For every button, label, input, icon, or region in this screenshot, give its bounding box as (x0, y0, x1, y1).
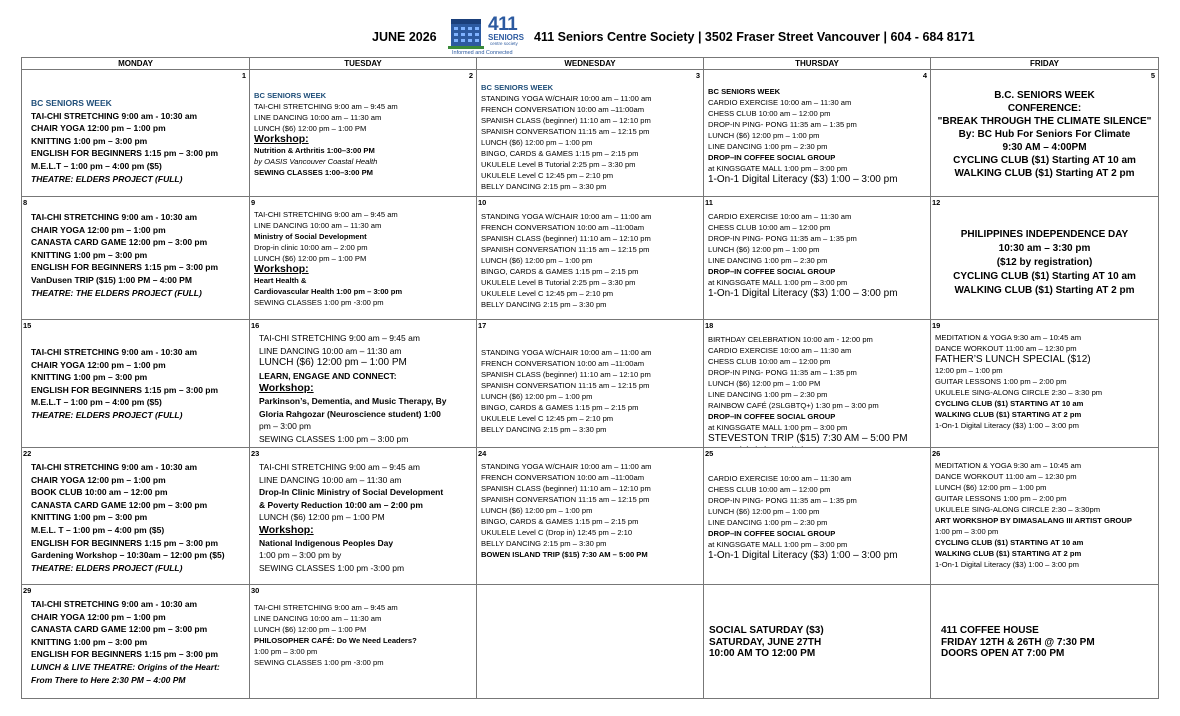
event-line: FRENCH CONVERSATION 10:00 am –11:00am (481, 223, 645, 232)
event-line: Ministry of Social Development (254, 232, 367, 241)
event-line: LUNCH ($6) 12:00 pm – 1:00 PM (708, 379, 821, 388)
event-line: CYCLING CLUB ($1) Starting AT 10 am (953, 155, 1136, 166)
day-number: 24 (478, 449, 487, 458)
event-line: FRENCH CONVERSATION 10:00 am –11:00am (481, 359, 645, 368)
event-line: pm – 3:00 pm (259, 421, 311, 432)
week-row (22, 70, 1159, 197)
event-list (934, 228, 1155, 298)
event-line: LUNCH ($6) 12:00 pm – 1:00 PM (259, 357, 407, 369)
event-line: BINGO, CARDS & GAMES 1:15 pm – 2:15 pm (481, 517, 639, 526)
event-line: LUNCH ($6) 12:00 pm – 1:00 pm (481, 256, 593, 265)
day-number: 23 (251, 449, 260, 458)
event-line: SPANISH CLASS (beginner) 11:10 am – 12:10 pm (481, 234, 651, 243)
event-line: WALKING CLUB ($1) Starting AT 2 pm (954, 285, 1135, 296)
day-cell (22, 585, 250, 699)
day-cell (931, 585, 1159, 699)
event-line: By: BC Hub For Seniors For Climate (958, 129, 1131, 140)
event-line: LINE DANCING 10:00 am – 11:30 am (254, 113, 382, 122)
event-line: LINE DANCING 1:00 pm – 2:30 pm (708, 518, 828, 527)
logo-number: 411 (488, 14, 518, 35)
event-line: STANDING YOGA W/CHAIR 10:00 am – 11:00 am (481, 348, 652, 357)
event-line: 1-On-1 Digital Literacy ($3) 1:00 – 3:00 pm (935, 421, 1079, 430)
event-line: 1-On-1 Digital Literacy ($3) 1:00 – 3:00 pm (935, 560, 1079, 569)
event-line: Heart Health & (254, 276, 307, 285)
day-cell (704, 585, 931, 699)
event-line: FRENCH CONVERSATION 10:00 am –11:00am (481, 473, 645, 482)
day-number: 29 (23, 586, 32, 595)
event-line: CHAIR YOGA 12:00 pm – 1:00 pm (31, 474, 166, 485)
event-line: 1-On-1 Digital Literacy ($3) 1:00 – 3:00 pm (708, 550, 898, 561)
event-line: CYCLING CLUB ($1) Starting AT 10 am (953, 271, 1136, 282)
day-cell (250, 70, 477, 197)
day-number: 17 (478, 321, 487, 330)
event-line: LINE DANCING 10:00 am – 11:30 am (259, 345, 402, 356)
event-line: SPANISH CONVERSATION 11:15 am – 12:15 pm (481, 381, 650, 390)
event-line: UKULELE SING-ALONG CIRCLE 2:30 – 3:30 pm (935, 388, 1103, 397)
logo-sub: centre society (490, 41, 518, 46)
day-cell (477, 448, 704, 585)
event-line: DANCE WORKOUT 11:00 am – 12:30 pm (935, 472, 1077, 481)
day-number: 16 (251, 321, 260, 330)
event-line: CONFERENCE: (1007, 103, 1082, 114)
event-line: CYCLING CLUB ($1) STARTING AT 10 am (935, 538, 1084, 547)
event-line: at KINGSGATE MALL 1:00 pm – 3:00 pm (708, 164, 848, 173)
event-line: LINE DANCING 10:00 am – 11:30 am (254, 221, 382, 230)
event-line: SEWING CLASSES 1:00 pm – 3:00 pm (259, 433, 409, 444)
event-line: THEATRE: ELDERS PROJECT (FULL) (31, 562, 183, 573)
event-line: LUNCH ($6) 12:00 pm – 1:00 PM (259, 512, 385, 523)
event-line: THEATRE: ELDERS PROJECT (FULL) (31, 173, 183, 184)
day-cell (250, 448, 477, 585)
event-line: LEARN, ENGAGE AND CONNECT: (259, 370, 397, 381)
event-line: CARDIO EXERCISE 10:00 am – 11:30 am (708, 212, 852, 221)
event-line: LUNCH ($6) 12:00 pm – 1:00 PM (254, 124, 367, 133)
event-line: STANDING YOGA W/CHAIR 10:00 am – 11:00 am (481, 212, 652, 221)
event-list (254, 602, 473, 668)
event-line: SEWING CLASSES 1:00 pm -3:00 pm (254, 658, 384, 667)
day-number: 12 (932, 198, 941, 207)
org-logo (448, 16, 524, 58)
day-cell (931, 448, 1159, 585)
event-line: SPANISH CONVERSATION 11:15 am – 12:15 pm (481, 495, 650, 504)
day-number: 26 (932, 449, 941, 458)
day-number: 25 (705, 449, 714, 458)
event-line: ENGLISH FOR BEGINNERS 1:15 pm – 3:00 pm (31, 148, 219, 159)
calendar-header (0, 14, 1180, 58)
event-line: TAI-CHI STRETCHING 9:00 am - 10:30 am (31, 347, 198, 357)
event-list (481, 82, 700, 192)
day-number: 5 (1150, 71, 1155, 80)
day-cell (22, 70, 250, 197)
event-line: 1:00 pm – 3:00 pm by (259, 550, 342, 561)
event-line: 411 COFFEE HOUSE (941, 625, 1039, 636)
event-line: 1:00 pm – 3:00 pm (254, 647, 318, 656)
event-line: UKULELE Level B Tutorial 2:25 pm – 3:30 pm (481, 278, 636, 287)
event-line: BINGO, CARDS & GAMES 1:15 pm – 2:15 pm (481, 403, 639, 412)
event-list (708, 211, 927, 299)
event-line: CHAIR YOGA 12:00 pm – 1:00 pm (31, 611, 166, 622)
event-line: at KINGSGATE MALL 1:00 pm – 3:00 pm (708, 278, 848, 287)
event-list (31, 97, 246, 185)
week-row (22, 585, 1159, 699)
event-line: BOWEN ISLAND TRIP ($15) 7:30 AM – 5:00 PM (481, 550, 648, 559)
event-line: "BREAK THROUGH THE CLIMATE SILENCE" (937, 116, 1152, 127)
day-cell (931, 197, 1159, 320)
event-line: & Poverty Reduction 10:00 am – 2:00 pm (259, 499, 423, 510)
event-list (31, 461, 246, 574)
event-line: Workshop: (254, 133, 309, 145)
event-list (259, 332, 473, 445)
calendar-grid (21, 57, 1159, 699)
event-line: TAI-CHI STRETCHING 9:00 am – 9:45 am (254, 603, 398, 612)
event-line: LINE DANCING 1:00 pm – 2:30 pm (708, 142, 828, 151)
event-line: TAI-CHI STRETCHING 9:00 am - 10:30 am (31, 110, 198, 121)
event-line: 9:30 AM – 4:00PM (1002, 142, 1087, 153)
event-line: B.C. SENIORS WEEK (994, 90, 1095, 101)
event-line: 10:00 AM TO 12:00 PM (709, 648, 816, 659)
event-line: UKULELE SING-ALONG CIRCLE 2:30 – 3:30pm (935, 505, 1101, 514)
event-line: DOORS OPEN AT 7:00 PM (941, 648, 1065, 659)
event-line: Workshop: (259, 523, 314, 536)
event-list (31, 211, 246, 299)
event-line: WALKING CLUB ($1) Starting AT 2 pm (954, 168, 1135, 179)
event-line: GUITAR LESSONS 1:00 pm – 2:00 pm (935, 377, 1067, 386)
event-line: BC SENIORS WEEK (254, 91, 327, 100)
day-cell (704, 70, 931, 197)
day-cell (22, 320, 250, 448)
event-line: CARDIO EXERCISE 10:00 am – 11:30 am (708, 346, 852, 355)
event-line: DROP-IN PING- PONG 11:35 am – 1:35 pm (708, 120, 857, 129)
event-line: WALKING CLUB ($1) STARTING AT 2 pm (935, 549, 1082, 558)
event-line: WALKING CLUB ($1) STARTING AT 2 pm (935, 410, 1082, 419)
event-line: UKULELE Level C (Drop in) 12:45 pm – 2:10 (481, 528, 633, 537)
event-line: TAI-CHI STRETCHING 9:00 am - 10:30 am (31, 599, 198, 609)
event-list (934, 89, 1155, 180)
event-line: National Indigenous Peoples Day (259, 537, 394, 548)
building-icon (448, 16, 488, 50)
event-line: ENGLISH FOR BEGINNERS 1:15 pm – 3:00 pm (31, 262, 219, 273)
event-line: CHESS CLUB 10:00 am – 12:00 pm (708, 357, 831, 366)
event-line: Nutrition & Arthritis 1:00–3:00 PM (254, 146, 375, 155)
week-row (22, 448, 1159, 585)
day-number: 4 (922, 71, 927, 80)
event-line: BOOK CLUB 10:00 am – 12:00 pm (31, 487, 168, 498)
event-line: CHESS CLUB 10:00 am – 12:00 pm (708, 223, 831, 232)
day-cell (22, 448, 250, 585)
event-line: BELLY DANCING 2:15 pm – 3:30 pm (481, 300, 607, 309)
event-line: CHESS CLUB 10:00 am – 12:00 pm (708, 109, 831, 118)
event-list (708, 334, 927, 448)
event-line: Drop-In Clinic Ministry of Social Development (259, 487, 444, 498)
event-line: Drop-in clinic 10:00 am – 2:00 pm (254, 243, 368, 252)
event-line: CYCLING CLUB ($1) STARTING AT 10 am (935, 399, 1084, 408)
event-line: LINE DANCING 1:00 pm – 2:30 pm (708, 256, 828, 265)
event-line: SEWING CLASSES 1:00–3:00 PM (254, 168, 374, 177)
day-cell (477, 320, 704, 448)
event-line: KNITTING 1:00 pm – 3:00 pm (31, 372, 148, 383)
event-line: KNITTING 1:00 pm – 3:00 pm (31, 249, 148, 260)
event-list (31, 598, 246, 686)
event-line: BELLY DANCING 2:15 pm – 3:30 pm (481, 539, 607, 548)
event-line: TAI-CHI STRETCHING 9:00 am – 9:45 am (259, 333, 420, 343)
event-line: LINE DANCING 1:00 pm – 2:30 pm (708, 390, 828, 399)
event-line: 1-On-1 Digital Literacy ($3) 1:00 – 3:00 pm (708, 174, 898, 185)
event-line: DROP–IN COFFEE SOCIAL GROUP (708, 412, 836, 421)
day-number: 11 (705, 198, 713, 207)
event-line: FATHER’S LUNCH SPECIAL ($12) (935, 354, 1091, 365)
event-line: Workshop: (254, 263, 309, 275)
event-line: SOCIAL SATURDAY ($3) (709, 625, 824, 636)
event-line: STANDING YOGA W/CHAIR 10:00 am – 11:00 am (481, 462, 652, 471)
month-title: JUNE 2026 (372, 30, 437, 44)
event-line: TAI-CHI STRETCHING 9:00 am – 9:45 am (259, 462, 420, 472)
event-line: LUNCH ($6) 12:00 pm – 1:00 pm (708, 131, 820, 140)
event-line: STANDING YOGA W/CHAIR 10:00 am – 11:00 am (481, 94, 652, 103)
event-line: FRIDAY 12TH & 26TH @ 7:30 PM (941, 636, 1095, 648)
event-line: UKULELE Level C 12:45 pm – 2:10 pm (481, 289, 614, 298)
logo-tagline: Informed and Connected (452, 50, 513, 56)
event-line: BC SENIORS WEEK (481, 83, 554, 92)
day-number: 2 (468, 71, 473, 80)
event-line: DANCE WORKOUT 11:00 am – 12:30 pm (935, 344, 1077, 353)
event-list (709, 625, 927, 660)
event-list (935, 332, 1155, 431)
event-line: STEVESTON TRIP ($15) 7:30 AM – 5:00 PM (708, 433, 908, 444)
weekday-header-row (22, 58, 1159, 70)
event-line: DROP–IN COFFEE SOCIAL GROUP (708, 153, 836, 162)
event-line: by OASIS Vancouver Coastal Health (254, 157, 378, 166)
event-line: ART WORKSHOP BY DIMASALANG III ARTIST GROUP (935, 516, 1132, 525)
day-cell (931, 320, 1159, 448)
day-number: 15 (23, 321, 32, 330)
event-line: ($12 by registration) (996, 257, 1093, 268)
event-line: M.E.L. T – 1:00 pm – 4:00 pm ($5) (31, 524, 165, 535)
event-line: UKULELE Level C 12:45 pm – 2:10 pm (481, 171, 614, 180)
event-line: LUNCH ($6) 12:00 pm – 1:00 pm (481, 506, 593, 515)
event-line: LUNCH ($6) 12:00 pm – 1:00 pm (708, 507, 820, 516)
event-line: CANASTA CARD GAME 12:00 pm – 3:00 pm (31, 237, 208, 248)
event-line: DROP-IN PING- PONG 11:35 am – 1:35 pm (708, 234, 857, 243)
day-cell (477, 585, 704, 699)
weekday-header: FRIDAY (931, 58, 1159, 70)
event-line: BIRTHDAY CELEBRATION 10:00 am - 12:00 pm (708, 335, 873, 344)
event-list (481, 347, 700, 435)
event-line: SEWING CLASSES 1:00 pm -3:00 pm (259, 562, 405, 573)
event-line: KNITTING 1:00 pm – 3:00 pm (31, 135, 148, 146)
event-line: LUNCH ($6) 12:00 pm – 1:00 pm (935, 483, 1047, 492)
org-info: 411 Seniors Centre Society | 3502 Fraser Street Vancouver | 604 - 684 8171 (534, 30, 975, 44)
day-cell (704, 320, 931, 448)
event-list (481, 211, 700, 310)
event-line: DROP-IN PING- PONG 11:35 am – 1:35 pm (708, 368, 857, 377)
event-line: LUNCH ($6) 12:00 pm – 1:00 PM (254, 625, 367, 634)
day-cell (704, 448, 931, 585)
event-line: CHAIR YOGA 12:00 pm – 1:00 pm (31, 224, 166, 235)
event-line: DROP-IN PING- PONG 11:35 am – 1:35 pm (708, 496, 857, 505)
weekday-header: TUESDAY (250, 58, 477, 70)
event-line: Gloria Rahgozar (Neuroscience student) 1:00 (259, 408, 441, 419)
day-cell (250, 585, 477, 699)
event-list (941, 625, 1155, 660)
event-line: M.E.L.T – 1:00 pm – 4:00 pm ($5) (31, 397, 162, 408)
day-cell (250, 197, 477, 320)
event-line: KNITTING 1:00 pm – 3:00 pm (31, 512, 148, 523)
event-line: BINGO, CARDS & GAMES 1:15 pm – 2:15 pm (481, 267, 639, 276)
event-line: FRENCH CONVERSATION 10:00 am –11:00am (481, 105, 645, 114)
day-cell (931, 70, 1159, 197)
event-line: SPANISH CLASS (beginner) 11:10 am – 12:10 pm (481, 484, 651, 493)
event-line: VanDusen TRIP ($15) 1:00 PM – 4:00 PM (31, 274, 192, 285)
day-number: 9 (251, 198, 256, 207)
event-line: at KINGSGATE MALL 1:00 pm – 3:00 pm (708, 423, 848, 432)
event-line: GUITAR LESSONS 1:00 pm – 2:00 pm (935, 494, 1067, 503)
event-line: DROP–IN COFFEE SOCIAL GROUP (708, 529, 836, 538)
event-line: BC SENIORS WEEK (31, 98, 112, 108)
event-list (254, 90, 473, 178)
event-line: LINE DANCING 10:00 am – 11:30 am (254, 614, 382, 623)
event-line: CHAIR YOGA 12:00 pm – 1:00 pm (31, 123, 166, 134)
weekday-header: MONDAY (22, 58, 250, 70)
event-list (935, 460, 1155, 570)
event-line: CHAIR YOGA 12:00 pm – 1:00 pm (31, 359, 166, 370)
event-list (254, 209, 473, 308)
event-line: TAI-CHI STRETCHING 9:00 am – 9:45 am (254, 210, 398, 219)
day-cell (250, 320, 477, 448)
event-line: TAI-CHI STRETCHING 9:00 am – 9:45 am (254, 102, 398, 111)
event-line: TAI-CHI STRETCHING 9:00 am - 10:30 am (31, 212, 198, 222)
event-line: at KINGSGATE MALL 1:00 pm – 3:00 pm (708, 540, 848, 549)
event-list (481, 461, 700, 560)
event-line: THEATRE: THE ELDERS PROJECT (FULL) (31, 287, 202, 298)
event-line: LUNCH ($6) 12:00 pm – 1:00 pm (481, 392, 593, 401)
day-number: 1 (241, 71, 246, 80)
event-line: CARDIO EXERCISE 10:00 am – 11:30 am (708, 98, 852, 107)
event-line: BC SENIORS WEEK (708, 87, 781, 96)
event-line: Gardening Workshop – 10:30am – 12:00 pm ($5) (31, 550, 225, 561)
weekday-header: THURSDAY (704, 58, 931, 70)
event-line: MEDITATION & YOGA 9:30 am – 10:45 am (935, 461, 1082, 470)
event-line: M.E.L.T – 1:00 pm – 4:00 pm ($5) (31, 160, 162, 171)
event-line: BELLY DANCING 2:15 pm – 3:30 pm (481, 425, 607, 434)
event-line: LUNCH & LIVE THEATRE: Origins of the Heart: (31, 661, 220, 672)
event-line: SPANISH CONVERSATION 11:15 am – 12:15 pm (481, 127, 650, 136)
event-line: SATURDAY, JUNE 27TH (709, 636, 822, 648)
event-line: ENGLISH FOR BEGINNERS 1:15 pm – 3:00 pm (31, 649, 219, 660)
event-line: LUNCH ($6) 12:00 pm – 1:00 pm (481, 138, 593, 147)
event-line: ENGLISH FOR BEGINNERS 1:15 pm – 3:00 pm (31, 384, 219, 395)
day-number: 8 (23, 198, 28, 207)
day-number: 3 (695, 71, 700, 80)
day-cell (704, 197, 931, 320)
event-line: 10:30 am – 3:30 pm (998, 243, 1091, 254)
event-line: 12:00 pm – 1:00 pm (935, 366, 1003, 375)
event-line: 1-On-1 Digital Literacy ($3) 1:00 – 3:00 pm (708, 288, 898, 299)
event-line: THEATRE: ELDERS PROJECT (FULL) (31, 409, 183, 420)
event-line: RAINBOW CAFÉ (2SLGBTQ+) 1:30 pm – 3:00 pm (708, 401, 879, 410)
event-line: MEDITATION & YOGA 9:30 am – 10:45 am (935, 333, 1082, 342)
event-list (31, 346, 246, 422)
event-line: SPANISH CONVERSATION 11:15 am – 12:15 pm (481, 245, 650, 254)
day-cell (477, 197, 704, 320)
event-line: Cardiovascular Health 1:00 pm – 3:00 pm (254, 287, 403, 296)
event-line: 1:00 pm – 3:00 pm (935, 527, 999, 536)
event-line: ENGLISH FOR BEGINNERS 1:15 pm – 3:00 pm (31, 537, 219, 548)
event-line: From There to Here 2:30 PM – 4:00 PM (31, 674, 186, 685)
event-line: KNITTING 1:00 pm – 3:00 pm (31, 636, 148, 647)
weekday-header: WEDNESDAY (477, 58, 704, 70)
event-line: PHILIPPINES INDEPENDENCE DAY (960, 229, 1129, 240)
day-cell (477, 70, 704, 197)
day-number: 22 (23, 449, 32, 458)
day-number: 10 (478, 198, 487, 207)
day-number: 19 (932, 321, 941, 330)
logo-word: SENIORS (488, 33, 525, 42)
event-line: DROP–IN COFFEE SOCIAL GROUP (708, 267, 836, 276)
event-line: SPANISH CLASS (beginner) 11:10 am – 12:10 pm (481, 370, 651, 379)
day-number: 30 (251, 586, 260, 595)
event-line: CANASTA CARD GAME 12:00 pm – 3:00 pm (31, 624, 208, 635)
week-row (22, 197, 1159, 320)
event-list (259, 461, 473, 574)
event-line: UKULELE Level C 12:45 pm – 2:10 pm (481, 414, 614, 423)
event-line: LUNCH ($6) 12:00 pm – 1:00 pm (708, 245, 820, 254)
event-line: CARDIO EXERCISE 10:00 am – 11:30 am (708, 474, 852, 483)
day-cell (22, 197, 250, 320)
day-number: 18 (705, 321, 714, 330)
event-line: BINGO, CARDS & GAMES 1:15 pm – 2:15 pm (481, 149, 639, 158)
event-line: PHILOSOPHER CAFÉ: Do We Need Leaders? (254, 636, 417, 645)
event-line: BELLY DANCING 2:15 pm – 3:30 pm (481, 182, 607, 191)
event-line: CANASTA CARD GAME 12:00 pm – 3:00 pm (31, 499, 208, 510)
event-line: TAI-CHI STRETCHING 9:00 am - 10:30 am (31, 462, 198, 472)
week-row (22, 320, 1159, 448)
event-list (708, 86, 927, 185)
event-list (708, 473, 927, 561)
event-line: SPANISH CLASS (beginner) 11:10 am – 12:10 pm (481, 116, 651, 125)
event-line: CHESS CLUB 10:00 am – 12:00 pm (708, 485, 831, 494)
event-line: Parkinson’s, Dementia, and Music Therapy, By (259, 395, 447, 406)
event-line: LINE DANCING 10:00 am – 11:30 am (259, 474, 402, 485)
event-line: LUNCH ($6) 12:00 pm – 1:00 PM (254, 254, 367, 263)
event-line: SEWING CLASSES 1:00 pm -3:00 pm (254, 298, 384, 307)
event-line: Workshop: (259, 382, 314, 395)
event-line: UKULELE Level B Tutorial 2:25 pm – 3:30 pm (481, 160, 636, 169)
